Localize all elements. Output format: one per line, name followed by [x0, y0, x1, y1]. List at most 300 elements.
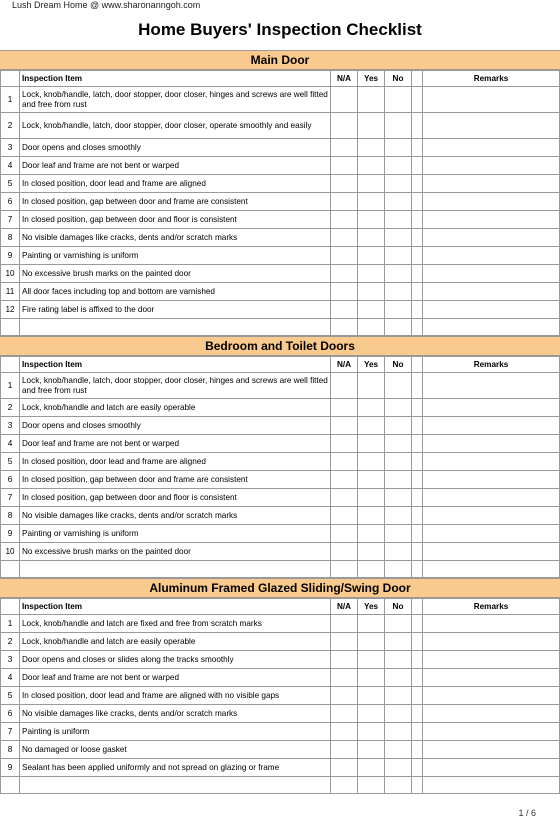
remarks-cell[interactable] [423, 489, 560, 507]
na-cell[interactable] [331, 435, 358, 453]
gap-cell [412, 705, 423, 723]
gap-cell [412, 247, 423, 265]
num-header [1, 357, 20, 373]
no-cell[interactable] [385, 373, 412, 399]
no-cell[interactable] [385, 229, 412, 247]
item-number: 3 [1, 139, 20, 157]
item-number: 11 [1, 283, 20, 301]
table-row [1, 741, 560, 759]
gap-cell [412, 373, 423, 399]
yes-cell[interactable] [358, 373, 385, 399]
na-cell[interactable] [331, 453, 358, 471]
remarks-cell[interactable] [423, 453, 560, 471]
na-cell[interactable] [331, 211, 358, 229]
remarks-cell[interactable] [423, 615, 560, 633]
na-cell[interactable] [331, 283, 358, 301]
remarks-cell[interactable] [423, 175, 560, 193]
item-number: 5 [1, 175, 20, 193]
gap-cell [412, 211, 423, 229]
gap-cell [412, 489, 423, 507]
item-number: 4 [1, 435, 20, 453]
remarks-cell[interactable] [423, 247, 560, 265]
na-cell[interactable] [331, 139, 358, 157]
blank-cell [331, 319, 358, 336]
remarks-cell[interactable] [423, 139, 560, 157]
item-number: 2 [1, 633, 20, 651]
na-cell[interactable] [331, 705, 358, 723]
na-cell[interactable] [331, 113, 358, 139]
num-header [1, 71, 20, 87]
item-number: 5 [1, 687, 20, 705]
no-cell[interactable] [385, 265, 412, 283]
yes-cell[interactable] [358, 489, 385, 507]
remarks-header: Remarks [423, 357, 560, 373]
no-cell[interactable] [385, 87, 412, 113]
na-cell[interactable] [331, 651, 358, 669]
remarks-cell[interactable] [423, 113, 560, 139]
remarks-cell[interactable] [423, 211, 560, 229]
gap-header [412, 599, 423, 615]
inspection-item-text: No excessive brush marks on the painted door [20, 265, 331, 283]
table-row [1, 417, 560, 435]
table-row [1, 723, 560, 741]
gap-cell [412, 301, 423, 319]
remarks-cell[interactable] [423, 87, 560, 113]
item-number: 8 [1, 229, 20, 247]
table-row [1, 453, 560, 471]
gap-cell [412, 229, 423, 247]
no-cell[interactable] [385, 247, 412, 265]
remarks-cell[interactable] [423, 283, 560, 301]
blank-cell [1, 319, 20, 336]
no-cell[interactable] [385, 669, 412, 687]
table-row [1, 87, 560, 113]
na-cell[interactable] [331, 489, 358, 507]
table-row [1, 265, 560, 283]
no-cell[interactable] [385, 615, 412, 633]
remarks-cell[interactable] [423, 669, 560, 687]
na-cell[interactable] [331, 417, 358, 435]
table-row [1, 301, 560, 319]
blank-cell [331, 777, 358, 794]
gap-cell [412, 669, 423, 687]
inspection-item-text: No damaged or loose gasket [20, 741, 331, 759]
inspection-item-text: Lock, knob/handle, latch, door stopper, door closer, hinges and screws are well fitted and free from rust [20, 87, 331, 113]
gap-header [412, 357, 423, 373]
no-cell[interactable] [385, 741, 412, 759]
table-row [1, 651, 560, 669]
blank-cell [358, 319, 385, 336]
yes-cell[interactable] [358, 651, 385, 669]
gap-cell [412, 417, 423, 435]
inspection-item-text: Painting or varnishing is uniform [20, 525, 331, 543]
remarks-cell[interactable] [423, 687, 560, 705]
blank-cell [20, 777, 331, 794]
inspection-item-text: Painting is uniform [20, 723, 331, 741]
blank-cell [423, 777, 560, 794]
remarks-cell[interactable] [423, 399, 560, 417]
item-number: 6 [1, 471, 20, 489]
inspection-item-text: Door leaf and frame are not bent or warped [20, 669, 331, 687]
na-cell[interactable] [331, 175, 358, 193]
table-row [1, 435, 560, 453]
blank-row [1, 561, 560, 578]
item-number: 1 [1, 615, 20, 633]
yes-cell[interactable] [358, 759, 385, 777]
blank-cell [412, 777, 423, 794]
gap-cell [412, 157, 423, 175]
no-header: No [385, 71, 412, 87]
item-number: 9 [1, 525, 20, 543]
na-cell[interactable] [331, 373, 358, 399]
no-cell[interactable] [385, 705, 412, 723]
remarks-cell[interactable] [423, 651, 560, 669]
yes-cell[interactable] [358, 211, 385, 229]
item-header: Inspection Item [20, 357, 331, 373]
item-number: 6 [1, 193, 20, 211]
na-cell[interactable] [331, 633, 358, 651]
inspection-item-text: In closed position, door lead and frame are aligned with no visible gaps [20, 687, 331, 705]
gap-cell [412, 87, 423, 113]
no-cell[interactable] [385, 543, 412, 561]
table-row [1, 399, 560, 417]
item-number: 4 [1, 669, 20, 687]
inspection-item-text: No visible damages like cracks, dents and/or scratch marks [20, 705, 331, 723]
yes-cell[interactable] [358, 525, 385, 543]
table-row [1, 247, 560, 265]
yes-cell[interactable] [358, 705, 385, 723]
gap-cell [412, 687, 423, 705]
gap-cell [412, 507, 423, 525]
item-number: 1 [1, 373, 20, 399]
remarks-cell[interactable] [423, 229, 560, 247]
table-header-row [1, 599, 560, 615]
yes-cell[interactable] [358, 453, 385, 471]
na-cell[interactable] [331, 669, 358, 687]
yes-cell[interactable] [358, 417, 385, 435]
no-cell[interactable] [385, 113, 412, 139]
checklist-table [0, 70, 560, 336]
na-header: N/A [331, 599, 358, 615]
remarks-cell[interactable] [423, 265, 560, 283]
inspection-item-text: Door leaf and frame are not bent or warped [20, 435, 331, 453]
yes-cell[interactable] [358, 741, 385, 759]
table-header-row [1, 71, 560, 87]
no-cell[interactable] [385, 399, 412, 417]
blank-cell [385, 777, 412, 794]
item-header: Inspection Item [20, 71, 331, 87]
table-row [1, 615, 560, 633]
na-cell[interactable] [331, 247, 358, 265]
yes-cell[interactable] [358, 113, 385, 139]
item-number: 8 [1, 741, 20, 759]
gap-cell [412, 453, 423, 471]
gap-cell [412, 265, 423, 283]
blank-row [1, 777, 560, 794]
inspection-item-text: Door opens and closes smoothly [20, 417, 331, 435]
remarks-cell[interactable] [423, 705, 560, 723]
yes-cell[interactable] [358, 723, 385, 741]
yes-cell[interactable] [358, 687, 385, 705]
blank-cell [423, 319, 560, 336]
na-cell[interactable] [331, 759, 358, 777]
na-cell[interactable] [331, 741, 358, 759]
gap-header [412, 71, 423, 87]
inspection-item-text: In closed position, door lead and frame are aligned [20, 175, 331, 193]
yes-cell[interactable] [358, 435, 385, 453]
item-number: 9 [1, 247, 20, 265]
inspection-item-text: Painting or varnishing is uniform [20, 247, 331, 265]
document-title: Home Buyers' Inspection Checklist [138, 20, 422, 39]
item-header: Inspection Item [20, 599, 331, 615]
yes-cell[interactable] [358, 669, 385, 687]
inspection-item-text: Lock, knob/handle and latch are fixed and free from scratch marks [20, 615, 331, 633]
item-number: 7 [1, 489, 20, 507]
no-cell[interactable] [385, 157, 412, 175]
na-cell[interactable] [331, 399, 358, 417]
remarks-cell[interactable] [423, 471, 560, 489]
yes-cell[interactable] [358, 157, 385, 175]
checklist-sheet [0, 50, 560, 794]
no-cell[interactable] [385, 633, 412, 651]
blank-cell [1, 561, 20, 578]
yes-cell[interactable] [358, 543, 385, 561]
inspection-item-text: Lock, knob/handle and latch are easily operable [20, 399, 331, 417]
section-title: Aluminum Framed Glazed Sliding/Swing Door [0, 578, 560, 598]
no-cell[interactable] [385, 453, 412, 471]
yes-cell[interactable] [358, 175, 385, 193]
no-cell[interactable] [385, 283, 412, 301]
na-cell[interactable] [331, 229, 358, 247]
yes-cell[interactable] [358, 193, 385, 211]
inspection-item-text: Door leaf and frame are not bent or warped [20, 157, 331, 175]
yes-cell[interactable] [358, 247, 385, 265]
blank-cell [412, 561, 423, 578]
table-row [1, 283, 560, 301]
na-cell[interactable] [331, 471, 358, 489]
na-cell[interactable] [331, 723, 358, 741]
item-number: 10 [1, 265, 20, 283]
inspection-item-text: All door faces including top and bottom are varnished [20, 283, 331, 301]
item-number: 8 [1, 507, 20, 525]
na-cell[interactable] [331, 301, 358, 319]
item-number: 2 [1, 399, 20, 417]
inspection-item-text: No visible damages like cracks, dents and/or scratch marks [20, 507, 331, 525]
item-number: 5 [1, 453, 20, 471]
blank-cell [385, 319, 412, 336]
remarks-cell[interactable] [423, 301, 560, 319]
no-cell[interactable] [385, 301, 412, 319]
gap-cell [412, 633, 423, 651]
site-header: Lush Dream Home @ www.sharonanngoh.com [12, 0, 201, 10]
remarks-header: Remarks [423, 599, 560, 615]
remarks-cell[interactable] [423, 507, 560, 525]
na-header: N/A [331, 71, 358, 87]
item-number: 3 [1, 417, 20, 435]
remarks-cell[interactable] [423, 741, 560, 759]
no-cell[interactable] [385, 759, 412, 777]
gap-cell [412, 651, 423, 669]
inspection-item-text: Lock, knob/handle and latch are easily operable [20, 633, 331, 651]
table-row [1, 113, 560, 139]
inspection-item-text: In closed position, door lead and frame are aligned [20, 453, 331, 471]
remarks-cell[interactable] [423, 759, 560, 777]
num-header [1, 599, 20, 615]
blank-cell [412, 319, 423, 336]
inspection-item-text: Door opens and closes smoothly [20, 139, 331, 157]
gap-cell [412, 399, 423, 417]
no-cell[interactable] [385, 417, 412, 435]
na-cell[interactable] [331, 687, 358, 705]
remarks-cell[interactable] [423, 193, 560, 211]
table-row [1, 489, 560, 507]
table-row [1, 759, 560, 777]
remarks-cell[interactable] [423, 633, 560, 651]
yes-cell[interactable] [358, 87, 385, 113]
blank-cell [423, 561, 560, 578]
no-cell[interactable] [385, 211, 412, 229]
table-row [1, 669, 560, 687]
inspection-item-text: Sealant has been applied uniformly and not spread on glazing or frame [20, 759, 331, 777]
gap-cell [412, 543, 423, 561]
inspection-item-text: Lock, knob/handle, latch, door stopper, door closer, hinges and screws are well fitted and free from rust [20, 373, 331, 399]
item-number: 12 [1, 301, 20, 319]
no-cell[interactable] [385, 651, 412, 669]
gap-cell [412, 113, 423, 139]
no-cell[interactable] [385, 489, 412, 507]
table-row [1, 211, 560, 229]
gap-cell [412, 723, 423, 741]
na-cell[interactable] [331, 193, 358, 211]
table-row [1, 373, 560, 399]
page-number: 1 / 6 [518, 808, 536, 818]
inspection-item-text: In closed position, gap between door and frame are consistent [20, 471, 331, 489]
table-row [1, 139, 560, 157]
gap-cell [412, 759, 423, 777]
yes-cell[interactable] [358, 471, 385, 489]
no-cell[interactable] [385, 139, 412, 157]
yes-cell[interactable] [358, 139, 385, 157]
remarks-cell[interactable] [423, 435, 560, 453]
checklist-table [0, 356, 560, 578]
gap-cell [412, 471, 423, 489]
na-cell[interactable] [331, 265, 358, 283]
inspection-item-text: No visible damages like cracks, dents and/or scratch marks [20, 229, 331, 247]
inspection-item-text: Lock, knob/handle, latch, door stopper, door closer, operate smoothly and easily [20, 113, 331, 139]
section-title: Main Door [0, 50, 560, 70]
item-number: 7 [1, 211, 20, 229]
item-number: 4 [1, 157, 20, 175]
remarks-cell[interactable] [423, 417, 560, 435]
na-cell[interactable] [331, 615, 358, 633]
item-number: 6 [1, 705, 20, 723]
no-header: No [385, 357, 412, 373]
item-number: 1 [1, 87, 20, 113]
table-row [1, 633, 560, 651]
table-header-row [1, 357, 560, 373]
yes-cell[interactable] [358, 399, 385, 417]
remarks-cell[interactable] [423, 723, 560, 741]
table-row [1, 229, 560, 247]
section-title: Bedroom and Toilet Doors [0, 336, 560, 356]
na-header: N/A [331, 357, 358, 373]
na-cell[interactable] [331, 507, 358, 525]
remarks-cell[interactable] [423, 157, 560, 175]
gap-cell [412, 741, 423, 759]
gap-cell [412, 435, 423, 453]
table-row [1, 543, 560, 561]
table-row [1, 525, 560, 543]
yes-cell[interactable] [358, 265, 385, 283]
inspection-item-text: In closed position, gap between door and floor is consistent [20, 489, 331, 507]
inspection-item-text: Fire rating label is affixed to the door [20, 301, 331, 319]
yes-cell[interactable] [358, 507, 385, 525]
no-cell[interactable] [385, 471, 412, 489]
table-row [1, 193, 560, 211]
table-row [1, 705, 560, 723]
yes-cell[interactable] [358, 615, 385, 633]
na-cell[interactable] [331, 543, 358, 561]
inspection-item-text: In closed position, gap between door and frame are consistent [20, 193, 331, 211]
item-number: 3 [1, 651, 20, 669]
blank-cell [1, 777, 20, 794]
yes-cell[interactable] [358, 301, 385, 319]
no-cell[interactable] [385, 525, 412, 543]
blank-cell [20, 561, 331, 578]
table-row [1, 157, 560, 175]
no-cell[interactable] [385, 175, 412, 193]
checklist-table [0, 598, 560, 794]
na-cell[interactable] [331, 87, 358, 113]
no-cell[interactable] [385, 193, 412, 211]
na-cell[interactable] [331, 157, 358, 175]
no-header: No [385, 599, 412, 615]
blank-cell [385, 561, 412, 578]
inspection-item-text: No excessive brush marks on the painted door [20, 543, 331, 561]
gap-cell [412, 139, 423, 157]
remarks-header: Remarks [423, 71, 560, 87]
table-row [1, 471, 560, 489]
table-row [1, 687, 560, 705]
gap-cell [412, 283, 423, 301]
no-cell[interactable] [385, 687, 412, 705]
no-cell[interactable] [385, 723, 412, 741]
item-number: 9 [1, 759, 20, 777]
no-cell[interactable] [385, 435, 412, 453]
gap-cell [412, 615, 423, 633]
inspection-item-text: Door opens and closes or slides along the tracks smoothly [20, 651, 331, 669]
yes-cell[interactable] [358, 633, 385, 651]
yes-header: Yes [358, 71, 385, 87]
no-cell[interactable] [385, 507, 412, 525]
gap-cell [412, 193, 423, 211]
remarks-cell[interactable] [423, 543, 560, 561]
blank-cell [358, 561, 385, 578]
blank-cell [331, 561, 358, 578]
blank-cell [358, 777, 385, 794]
blank-row [1, 319, 560, 336]
gap-cell [412, 525, 423, 543]
item-number: 2 [1, 113, 20, 139]
na-cell[interactable] [331, 525, 358, 543]
remarks-cell[interactable] [423, 373, 560, 399]
remarks-cell[interactable] [423, 525, 560, 543]
item-number: 7 [1, 723, 20, 741]
yes-header: Yes [358, 599, 385, 615]
yes-cell[interactable] [358, 229, 385, 247]
table-row [1, 507, 560, 525]
yes-cell[interactable] [358, 283, 385, 301]
